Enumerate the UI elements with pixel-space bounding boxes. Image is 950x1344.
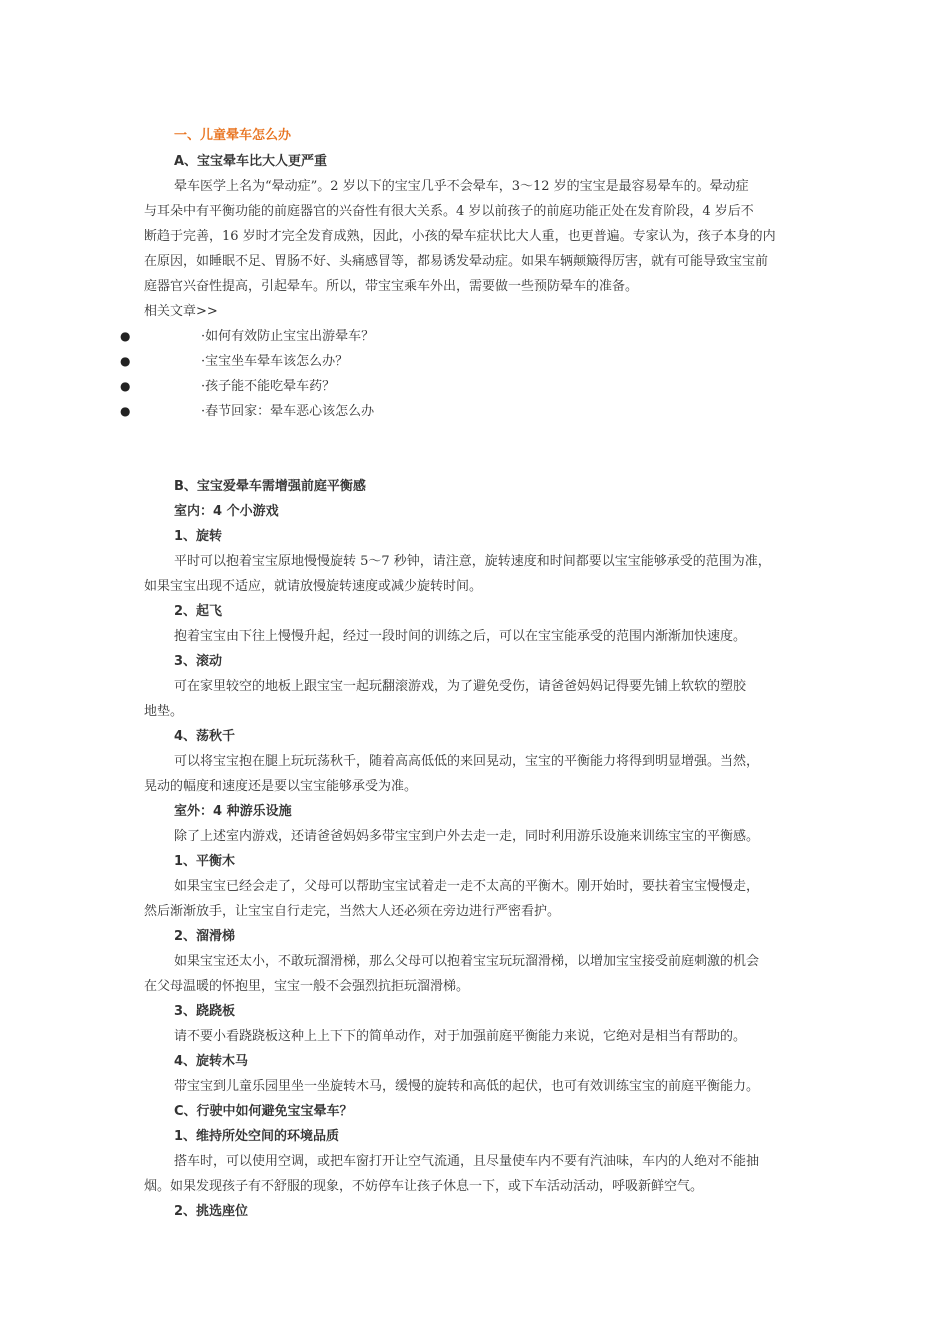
paragraph-line: 与耳朵中有平衡功能的前庭器官的兴奋性有很大关系。4 岁以前孩子的前庭功能正处在发育阶段，4 岁后不 bbox=[144, 204, 754, 219]
paragraph-line: 除了上述室内游戏，还请爸爸妈妈多带宝宝到户外去走一走，同时利用游乐设施来训练宝宝的平衡感。 bbox=[174, 829, 760, 844]
item-title: 4、荡秋千 bbox=[174, 729, 236, 744]
subheading-c: C、行驶中如何避免宝宝晕车？ bbox=[174, 1104, 353, 1119]
paragraph-line: 可以将宝宝抱在腿上玩玩荡秋千，随着高高低低的来回晃动，宝宝的平衡能力将得到明显增强。当然， bbox=[174, 754, 760, 769]
paragraph-line: 可在家里较空的地板上跟宝宝一起玩翻滚游戏，为了避免受伤，请爸爸妈妈记得要先铺上软软的塑胶 bbox=[174, 679, 747, 694]
related-articles-title: 相关文章>> bbox=[144, 304, 218, 319]
related-article-label: ·春节回家：晕车恶心该怎么办 bbox=[201, 404, 375, 419]
paragraph-line: 搭车时，可以使用空调，或把车窗打开让空气流通，且尽量使车内不要有汽油味，车内的人绝对不能抽 bbox=[174, 1154, 760, 1169]
paragraph-line: 如果宝宝出现不适应，就请放慢旋转速度或减少旋转时间。 bbox=[144, 579, 483, 594]
related-articles-list bbox=[120, 324, 814, 424]
paragraph-line: 晃动的幅度和速度还是要以宝宝能够承受为准。 bbox=[144, 779, 418, 794]
paragraph-a bbox=[144, 174, 814, 299]
paragraph-line: 在父母温暖的怀抱里，宝宝一般不会强烈抗拒玩溜滑梯。 bbox=[144, 979, 470, 994]
related-article-link[interactable] bbox=[120, 399, 814, 424]
document-page bbox=[120, 122, 814, 1224]
subheading-b: B、宝宝爱晕车需增强前庭平衡感 bbox=[174, 479, 366, 494]
bullet-icon: ● bbox=[120, 404, 131, 418]
item-title: 1、平衡木 bbox=[174, 854, 236, 869]
item-title: 1、旋转 bbox=[174, 529, 223, 544]
related-article-link[interactable] bbox=[120, 324, 814, 349]
bullet-icon: ● bbox=[120, 329, 131, 343]
paragraph-line: 带宝宝到儿童乐园里坐一坐旋转木马，缓慢的旋转和高低的起伏，也可有效训练宝宝的前庭平衡能力。 bbox=[174, 1079, 760, 1094]
paragraph-line: 抱着宝宝由下往上慢慢升起，经过一段时间的训练之后，可以在宝宝能承受的范围内渐渐加快速度。 bbox=[174, 629, 747, 644]
paragraph-line: 请不要小看跷跷板这种上上下下的简单动作，对于加强前庭平衡能力来说，它绝对是相当有帮助的。 bbox=[174, 1029, 747, 1044]
item-title: 4、旋转木马 bbox=[174, 1054, 249, 1069]
item-title: 2、挑选座位 bbox=[174, 1204, 249, 1219]
related-article-label: ·孩子能不能吃晕车药？ bbox=[201, 379, 336, 394]
item-title: 1、维持所处空间的环境品质 bbox=[174, 1129, 340, 1144]
paragraph-line: 烟。如果发现孩子有不舒服的现象，不妨停车让孩子休息一下，或下车活动活动，呼吸新鲜空气。 bbox=[144, 1179, 704, 1194]
paragraph-line: 如果宝宝还太小，不敢玩溜滑梯，那么父母可以抱着宝宝玩玩溜滑梯，以增加宝宝接受前庭刺激的机会 bbox=[174, 954, 760, 969]
paragraph-line: 然后渐渐放手，让宝宝自行走完，当然大人还必须在旁边进行严密看护。 bbox=[144, 904, 561, 919]
related-article-label: ·如何有效防止宝宝出游晕车？ bbox=[201, 329, 375, 344]
section-title-1: 一、儿童晕车怎么办 bbox=[174, 128, 292, 143]
related-article-link[interactable] bbox=[120, 374, 814, 399]
subheading-a: A、宝宝晕车比大人更严重 bbox=[174, 154, 328, 169]
item-title: 2、溜滑梯 bbox=[174, 929, 236, 944]
paragraph-line: 断趋于完善，16 岁时才完全发育成熟，因此，小孩的晕车症状比大人重，也更普遍。专家认为，孩子本身的内 bbox=[144, 229, 776, 244]
item-title: 3、滚动 bbox=[174, 654, 223, 669]
paragraph-line: 地垫。 bbox=[144, 704, 184, 719]
related-article-label: ·宝宝坐车晕车该怎么办？ bbox=[201, 354, 349, 369]
related-article-link[interactable] bbox=[120, 349, 814, 374]
paragraph-line: 如果宝宝已经会走了，父母可以帮助宝宝试着走一走不太高的平衡木。刚开始时，要扶着宝宝慢慢走， bbox=[174, 879, 760, 894]
indoor-heading: 室内：4 个小游戏 bbox=[174, 504, 279, 519]
paragraph-line: 在原因，如睡眠不足、胃肠不好、头痛感冒等，都易诱发晕动症。如果车辆颠簸得厉害，就有可能导致宝宝前 bbox=[144, 254, 769, 269]
bullet-icon: ● bbox=[120, 354, 131, 368]
item-title: 2、起飞 bbox=[174, 604, 223, 619]
outdoor-heading: 室外：4 种游乐设施 bbox=[174, 804, 292, 819]
spacer bbox=[144, 424, 814, 474]
bullet-icon: ● bbox=[120, 379, 131, 393]
item-title: 3、跷跷板 bbox=[174, 1004, 236, 1019]
paragraph-line: 平时可以抱着宝宝原地慢慢旋转 5～7 秒钟，请注意，旋转速度和时间都要以宝宝能够承受的范围为准， bbox=[174, 554, 771, 569]
paragraph-line: 庭器官兴奋性提高，引起晕车。所以，带宝宝乘车外出，需要做一些预防晕车的准备。 bbox=[144, 279, 639, 294]
paragraph-line: 晕车医学上名为“晕动症”。2 岁以下的宝宝几乎不会晕车，3～12 岁的宝宝是最容易晕车的。晕动症 bbox=[174, 179, 749, 194]
